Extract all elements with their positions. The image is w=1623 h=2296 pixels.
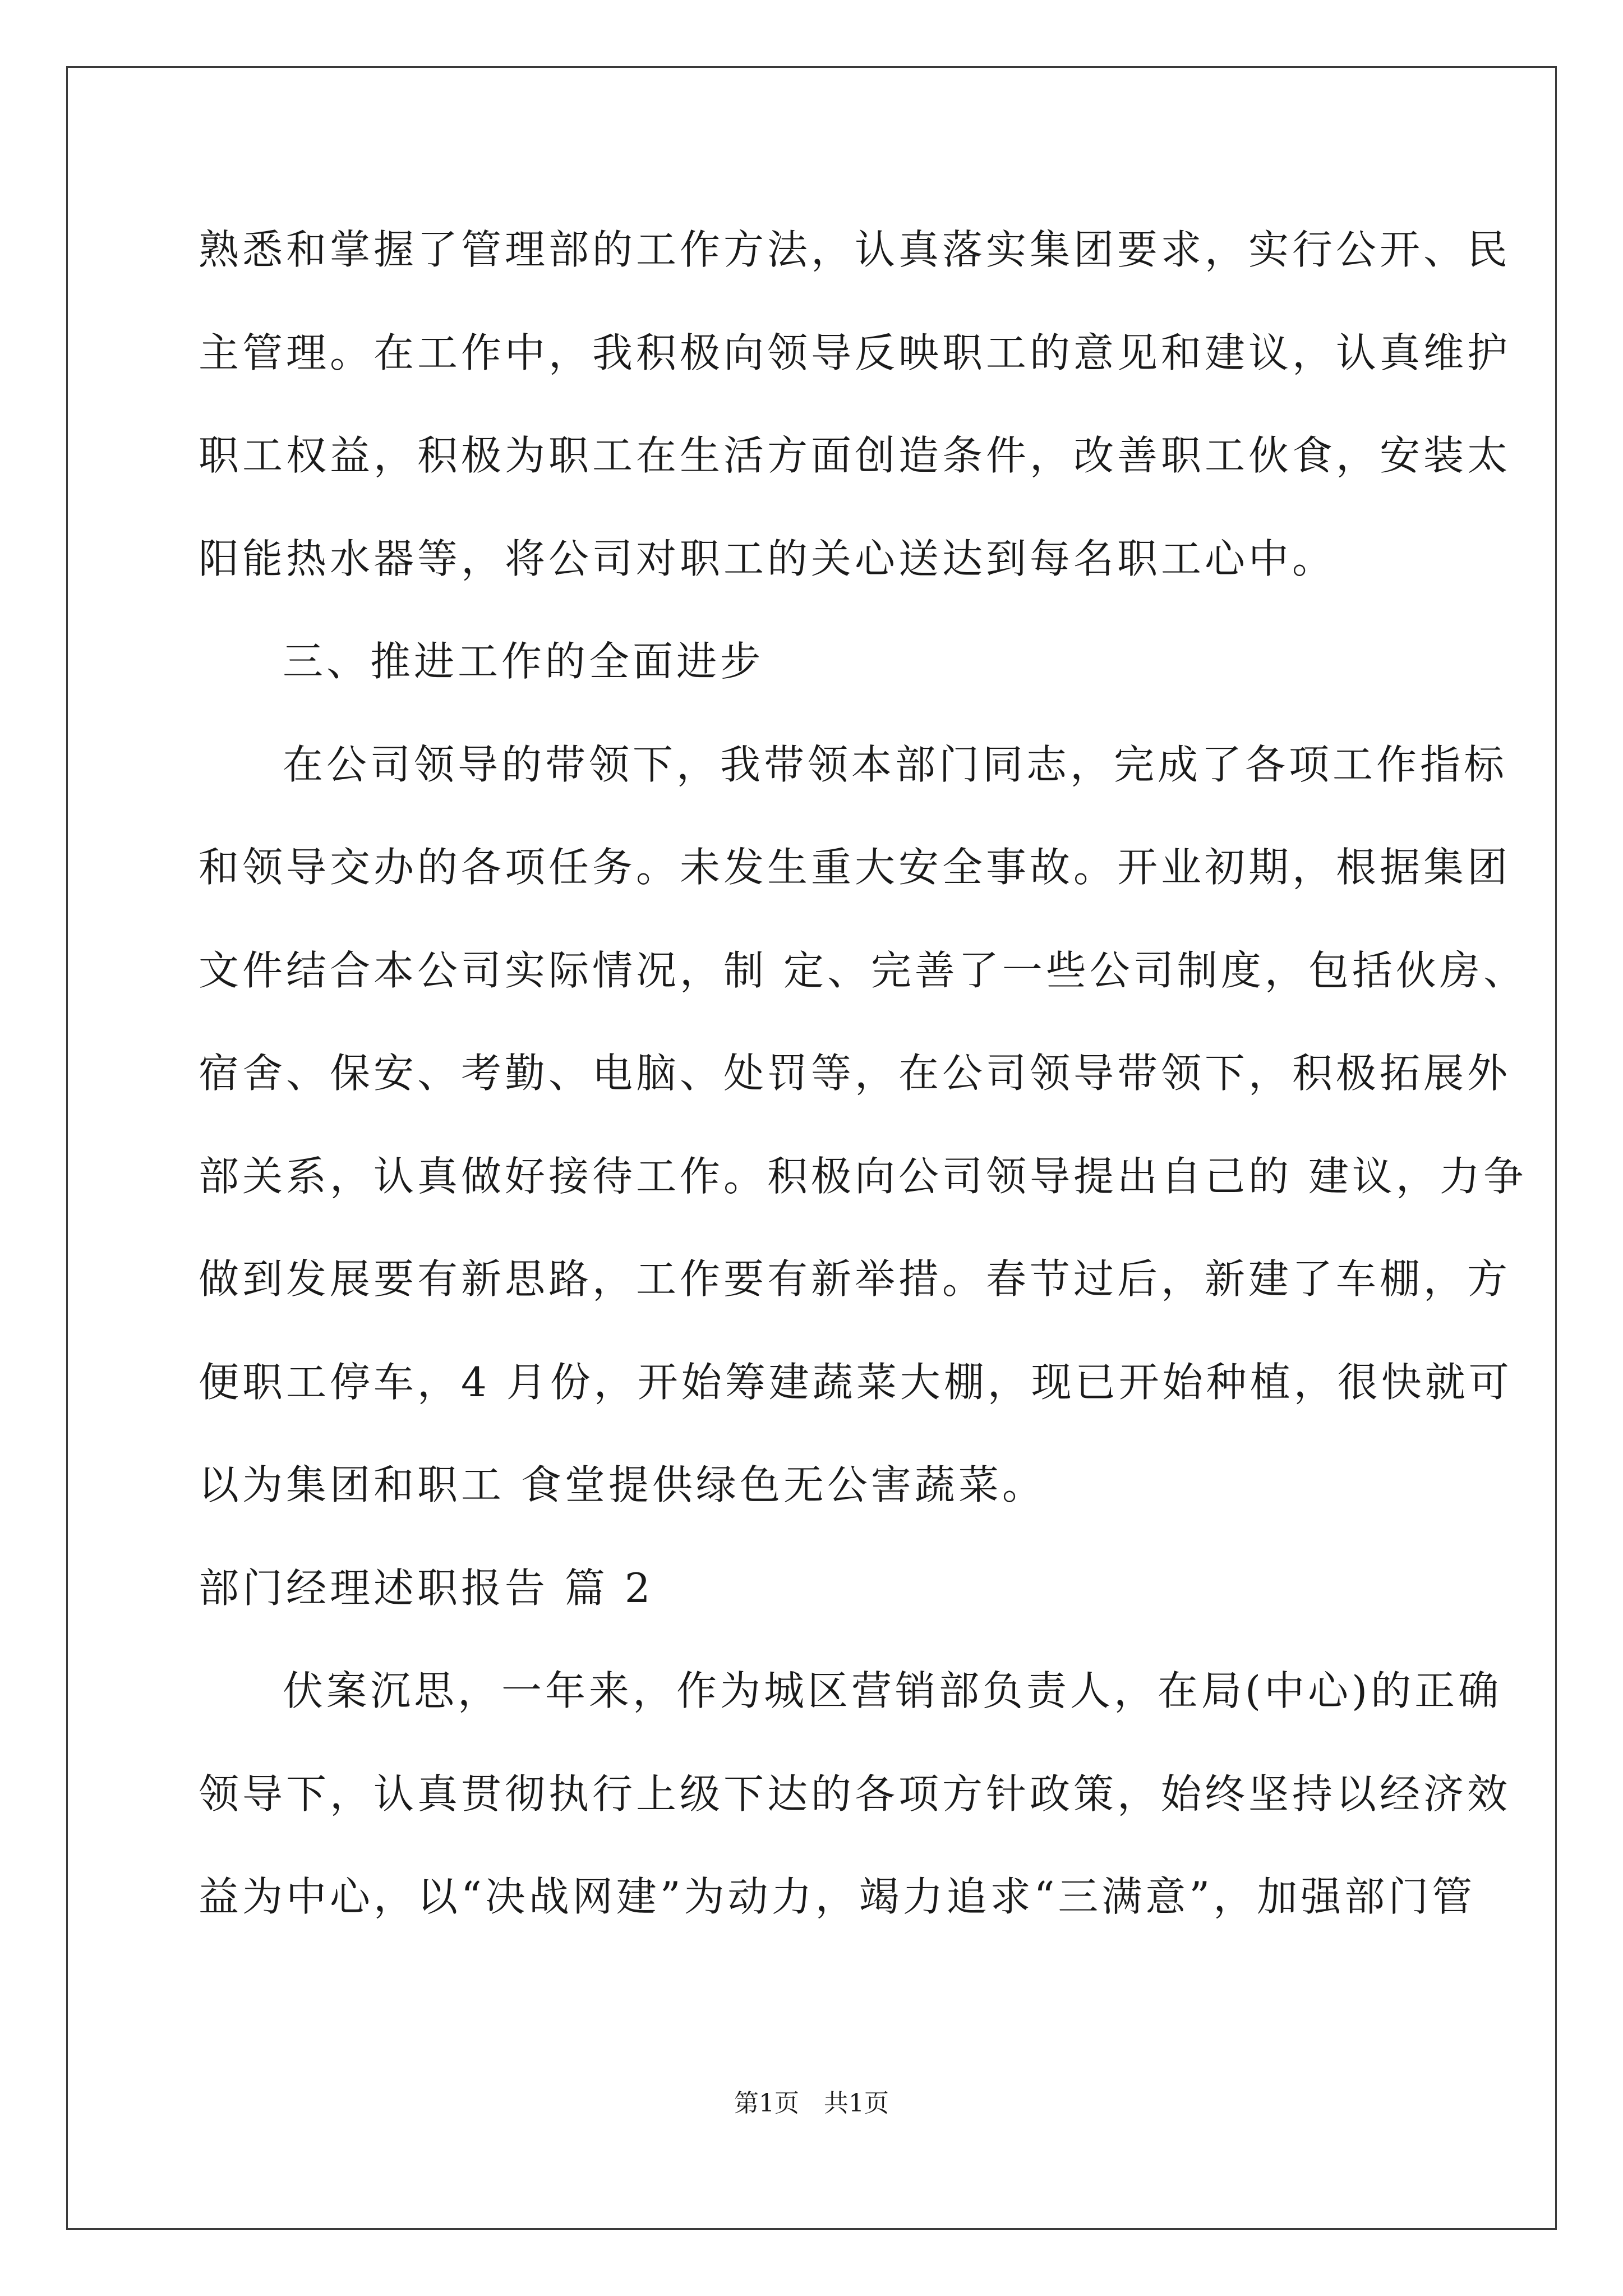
body-line-13: 以为集团和职工 食堂提供绿色无公害蔬菜。 (199, 1461, 1046, 1508)
body-line-12: 便职工停车，4 月份，开始筹建蔬菜大棚，现已开始种植，很快就可 (199, 1359, 1513, 1406)
body-line-2: 主管理。在工作中，我积极向领导反映职工的意见和建议，认真维护 (199, 329, 1511, 376)
body-line-4: 阳能热水器等，将公司对职工的关心送达到每名职工心中。 (199, 535, 1336, 582)
body-line-3: 职工权益，积极为职工在生活方面创造条件，改善职工伙食，安装太 (199, 432, 1511, 479)
section-heading: 三、推进工作的全面进步 (283, 638, 764, 685)
page-number: 第1页 共1页 (734, 2089, 889, 2118)
body-line-10: 部关系，认真做好接待工作。积极向公司领导提出自己的 建议，力争 (199, 1153, 1527, 1200)
body-line-9: 宿舍、保安、考勤、电脑、处罚等，在公司领导带领下，积极拓展外 (199, 1050, 1511, 1097)
body-line-7: 和领导交办的各项任务。未发生重大安全事故。开业初期，根据集团 (199, 844, 1511, 891)
body-line-1: 熟悉和掌握了管理部的工作方法，认真落实集团要求，实行公开、民 (199, 226, 1511, 273)
body-line-8: 文件结合本公司实际情况，制 定、完善了一些公司制度，包括伙房、 (199, 947, 1527, 994)
body-line-6: 在公司领导的带领下，我带领本部门同志，完成了各项工作指标 (283, 741, 1508, 788)
body-line-15: 伏案沉思，一年来，作为城区营销部负责人，在局(中心)的正确 (283, 1667, 1502, 1714)
body-line-16: 领导下，认真贯彻执行上级下达的各项方针政策，始终坚持以经济效 (199, 1770, 1511, 1818)
report-title: 部门经理述职报告 篇 2 (199, 1565, 654, 1612)
body-line-11: 做到发展要有新思路，工作要有新举措。春节过后，新建了车棚，方 (199, 1255, 1511, 1303)
body-line-17: 益为中心，以“决战网建”为动力，竭力追求“三满意”，加强部门管 (199, 1873, 1476, 1920)
